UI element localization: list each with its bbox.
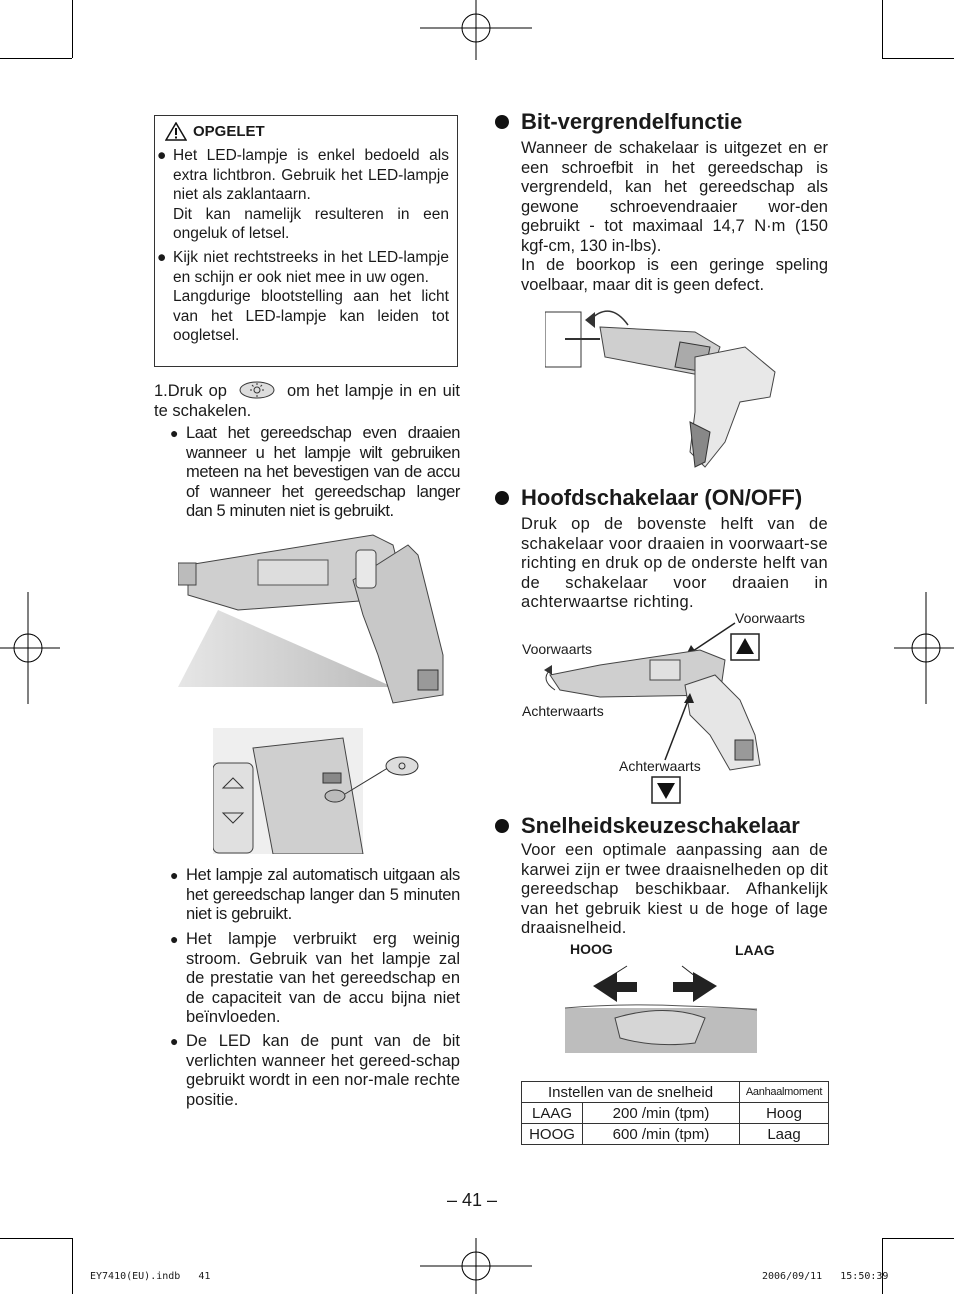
light-button-icon: [239, 381, 275, 399]
table-cell: 200 /min (tpm): [583, 1103, 740, 1124]
table-cell: 600 /min (tpm): [583, 1124, 740, 1145]
table-cell: LAAG: [522, 1103, 583, 1124]
table-cell: Hoog: [740, 1103, 829, 1124]
left-bullet: ● De LED kan de punt van de bit verlichten wanneer het gereed-schap gebruikt wordt in een nor-male rechte positie.: [170, 1032, 460, 1109]
bullet-dot: [495, 819, 509, 833]
crop-mark: [882, 58, 954, 59]
step-text-before: Druk op: [167, 382, 227, 400]
page-number: – 41 –: [447, 1190, 498, 1210]
section-heading-speed: [495, 813, 800, 839]
caution-title-text: OPGELET: [193, 123, 265, 140]
caution-item-sub: Dit kan namelijk resulteren in een ongeluk of letsel.: [173, 205, 449, 242]
section-title: Bit-vergrendelfunctie: [521, 109, 743, 134]
bit-paragraph-2: In de boorkop is een geringe speling voelbaar, maar dit is geen defect.: [521, 256, 828, 294]
section-title: Snelheidskeuzeschakelaar: [521, 813, 800, 838]
table-header-cell: Instellen van de snelheid: [522, 1082, 740, 1103]
section-heading-bit-lock: [495, 109, 742, 135]
step-1-bullet-text: Laat het gereedschap even draaien wanneer u het lampje wilt gebruiken meteen na het bevestigen van de accu of wanneer het gereedschap langer dan 5 minuten niet is gebruikt.: [186, 424, 460, 520]
switch-closeup-illustration: [213, 728, 423, 854]
caution-item: ● Het LED-lampje is enkel bedoeld als extra lichtbron. Gebruik het LED-lampje niet als zaklantaarn. Dit kan namelijk resulteren in een ongeluk of letsel.: [157, 147, 449, 242]
caution-item: ● Kijk niet rechtstreeks in het LED-lampje en schijn er ook niet mee in uw ogen. Langdurige blootstelling aan het licht van het LED-lampje kan leiden tot oogletsel.: [157, 249, 449, 344]
label-reverse-left: Achterwaarts: [522, 703, 604, 719]
section-title: Hoofdschakelaar (ON/OFF): [521, 485, 803, 510]
crop-mark: [72, 1238, 73, 1294]
crop-mark: [0, 1238, 72, 1239]
crop-mark: [0, 58, 72, 59]
crop-mark: [72, 0, 73, 58]
table-row: [522, 1124, 829, 1145]
step-1: [154, 381, 460, 421]
left-bullet-text: De LED kan de punt van de bit verlichten wanneer het gereed-schap gebruikt wordt in een nor-male rechte positie.: [186, 1032, 460, 1109]
caution-item-main: Kijk niet rechtstreeks in het LED-lampje en schijn er ook niet mee in uw ogen.: [173, 249, 449, 286]
bullet-dot: [495, 491, 509, 505]
left-bullet: ● Het lampje verbruikt erg weinig stroom. Gebruik van het lampje zal de prestatie van het gereedschap en de capaciteit van de accu bijna niet beïnvloeden.: [170, 930, 460, 1026]
caution-item-main: Het LED-lampje is enkel bedoeld als extra lichtbron. Gebruik het LED-lampje niet als zaklantaarn.: [173, 147, 449, 203]
bullet-dot: [495, 115, 509, 129]
footer-file: EY7410(EU).indb 41: [90, 1271, 211, 1282]
registration-mark-right: [894, 592, 954, 704]
registration-mark-bottom: [420, 1238, 532, 1294]
section-heading-main-switch: [495, 485, 802, 511]
crop-mark: [882, 1238, 883, 1294]
switch-down-icon: [651, 776, 681, 804]
registration-mark-top: [420, 0, 532, 60]
step-text-after: om het lampje in en uit te schakelen.: [154, 382, 460, 420]
step-number: 1.: [154, 382, 168, 400]
label-high: HOOG: [570, 941, 613, 957]
footer-datetime: 2006/09/11 15:50:39: [762, 1271, 889, 1282]
table-header-cell: Aanhaalmoment: [740, 1082, 829, 1103]
caution-box: [154, 115, 458, 367]
speed-paragraph: Voor een optimale aanpassing aan de karwei zijn er twee draaisnelheden op dit gereedschap beschikbaar. Afhankelijk van het gebruik kiest u de hoge of lage draaisnelheid.: [521, 841, 828, 937]
speed-table: [521, 1081, 829, 1145]
crop-mark: [882, 0, 883, 58]
label-low: LAAG: [735, 942, 775, 958]
warning-icon: [165, 122, 187, 141]
main-switch-paragraph: Druk op de bovenste helft van de schakelaar voor draaien in voorwaart-se richting en druk op de onderste helft van de schakelaar voor draaien in achterwaartse richting.: [521, 515, 828, 611]
speed-switch-illustration: [565, 958, 757, 1053]
label-forward-top: Voorwaarts: [735, 610, 806, 626]
caution-item-sub: Langdurige blootstelling aan het licht van het LED-lampje kan leiden tot oogletsel.: [173, 288, 449, 344]
table-cell: HOOG: [522, 1124, 583, 1145]
crop-mark: [882, 1238, 954, 1239]
label-forward-left: Voorwaarts: [522, 641, 593, 657]
drill-light-illustration: [178, 525, 458, 710]
table-header-row: [522, 1082, 829, 1103]
bit-paragraph-1: Wanneer de schakelaar is uitgezet en er een schroefbit in het gereedschap is vergrendeld, kan het gereedschap als gewone schroevendraaier wor-den gebruikt - tot maximaal 14,7 N·m (150 kgf-cm, 130 in-lbs).: [521, 139, 828, 255]
left-bullet-text: Het lampje zal automatisch uitgaan als het gereedschap langer dan 5 minuten niet is gebruikt.: [186, 866, 460, 923]
table-cell: Laag: [740, 1124, 829, 1145]
registration-mark-left: [0, 592, 60, 704]
caution-title: [165, 122, 265, 141]
drill-direction-illustration: [540, 615, 770, 775]
hand-screwdriver-illustration: [545, 302, 805, 472]
left-bullet: ● Het lampje zal automatisch uitgaan als het gereedschap langer dan 5 minuten niet is gebruikt.: [170, 866, 460, 923]
left-bullet-text: Het lampje verbruikt erg weinig stroom. Gebruik van het lampje zal de prestatie van het gereedschap en de capaciteit van de accu bijna niet beïnvloeden.: [186, 930, 460, 1026]
step-1-bullet: ● Laat het gereedschap even draaien wanneer u het lampje wilt gebruiken meteen na het bevestigen van de accu of wanneer het gereedschap langer dan 5 minuten niet is gebruikt.: [170, 424, 460, 520]
label-reverse-bottom: Achterwaarts: [619, 758, 701, 774]
table-row: [522, 1103, 829, 1124]
